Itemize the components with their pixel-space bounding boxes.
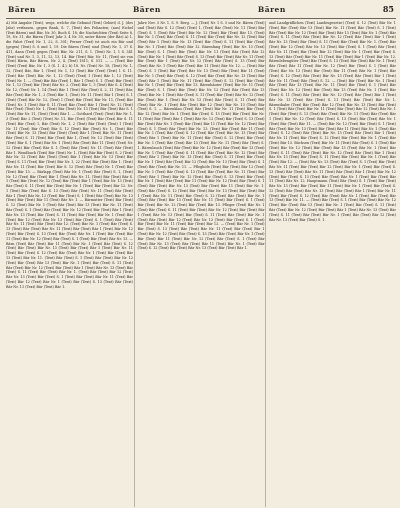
running-head-right: Bären (257, 5, 286, 14)
page-header (6, 4, 396, 19)
text-column-left (6, 21, 133, 507)
text-column-middle (134, 21, 265, 507)
running-head-left: Bären (8, 5, 36, 14)
column-text: Jahre Nov. 5 Nr. 1, S. 9. Berg. — J. (Text) Nr. 1 S. 5 und Nr. Bären (Text) und (Text) Bär S. 12 (Text) (Text) 1, (Text) Bär (Text) Nr. 11 (Text) Bär (Text) S. 1 (Text) Bär (Text) Bär Nr. 12 (Text) Bär (Text) Bär 13. (Text) Bär Nr. 1 (Text) Bär (Text) S. 11 (Text) Bär (Text) Bär Nr. 12 (Text) Bär (Text) Bär 1 (Text) Bär Nr. 13 (Text) Bär (Text) S. 11 (Text) Bär (Text) Bär Nr. 1 (Text) Bär (Text) Bär 12. Bärenfang (Text) Bär Nr. 13 (Text) Bär (Text) S. 1 (Text) Bär (Text) Bär Nr. 11 (Text) Bär (Text) Bär 12 (Text) Bär Nr. 1 (Text) Bär (Text) S. 13 (Text) Bär (Text) Bär Nr. 11 (Text) Bär (Text) Bär 1 (Text) Bär Nr. 12 (Text) Bär (Text) S. 13 (Text) Bär (Text) Bär Nr. 1 (Text) Bär (Text) Bär 11 (Text) Bär Nr. 12. — (Text) Bär (Text) S. 1 (Text) Bär (Text) Bär Nr. 13 (Text) Bär (Text) Bär 11 (Text) Bär Nr. 1 (Text) Bär (Text) S. 12 (Text) Bär (Text) Bär Nr. 13 (Text) Bär (Text) Bär 1 (Text) Bär Nr. 11 (Text) Bär (Text) S. 12 (Text) Bär (Text) Bär Nr. 1 (Text) Bär (Text) Bär 13. Bärenhäuter (Text) Bär Nr. 11 (Text) Bär (Text) S. 1 (Text) Bär (Text) Bär Nr. 12 (Text) Bär (Text) Bär 13 (Text) Bär Nr. 1 (Text) Bär (Text) S. 11 (Text) Bär (Text) Bär Nr. 12 (Text) Bär (Text) Bär 1 (Text) Bär Nr. 13 (Text) Bär (Text) S. 11 (Text) Bär (Text) Bär Nr. 1 (Text) Bär (Text) Bär 12 (Text) Bär Nr. 13 (Text) Bär (Text) S. 1. — Bärenklau (Text) Bär (Text) Bär Nr. 11 (Text) Bär (Text) Bär 12 (Text) Bär Nr. 1 (Text) Bär (Text) S. 13 (Text) Bär (Text) Bär Nr. 11 (Text) Bär (Text) Bär 1 (Text) Bär Nr. 12 (Text) Bär (Text) S. 13 (Text) Bär (Text) Bär Nr. 1 (Text) Bär (Text) Bär 11 (Text) Bär Nr. 12 (Text) Bär (Text) S. 1 (Text) Bär (Text) Bär Nr. 13. (Text) Bär (Text) Bär 11 (Text) Bär Nr. 1 (Text) Bär (Text) S. 12 (Text) Bär (Text) Bär Nr. 13 (Text) Bär (Text) Bär 1 (Text) Bär Nr. 11 (Text) Bär (Text) S. 12 (Text) Bär (Text) Bär Nr. 1 (Text) Bär (Text) Bär 13 (Text) Bär Nr. 11 (Text) Bär (Text) S. 1. Bärenlauch (Text) Bär (Text) Bär Nr. 12 (Text) Bär (Text) Bär 13 (Text) Bär Nr. 1 (Text) Bär (Text) S. 11 (Text) Bär (Text) Bär Nr. 12 (Text) Bär (Text) Bär 1 (Text) Bär Nr. 13 (Text) Bär (Text) S. 11 (Text) Bär (Text) Bär Nr. 1 (Text) Bär (Text) Bär 12 (Text) Bär Nr. 13 (Text) Bär (Text) S. 1 (Text) Bär (Text) Bär Nr. 11. — Pfleghöfe (Text) Bär (Text) Bär 12 (Text) Bär Nr. 1 (Text) Bär (Text) S. 13 (Text) Bär (Text) Bär Nr. 11 (Text) Bär (Text) Bär 1 (Text) Bär Nr. 12 (Text) Bär (Text) S. 13 (Text) Bär (Text) Bär Nr. 1 (Text) Bär (Text) Bär 11 (Text) Bär Nr. 12 (Text) Bär (Text) S. 1 (Text) Bär (Text) Bär Nr. 13 (Text) Bär (Text) Bär 11 (Text) Bär Nr. 1. (Text) Bär (Text) S. 12 (Text) Bär (Text) Bär Nr. 13 (Text) Bär (Text) Bär 1 (Text) Bär Nr. 11 (Text) Bär (Text) S. 12 (Text) Bär (Text) Bär Nr. 1 (Text) Bär (Text) Bär 13 (Text) Bär Nr. 11 (Text) Bär (Text) S. 1 (Text) Bär (Text) Bär Nr. 12 (Text) Bär (Text) Bär 13. Pfleger (Text) Bär Nr. 1 (Text) Bär (Text) S. 11 (Text) Bär (Text) Bär Nr. 12 (Text) Bär (Text) Bär 1 (Text) Bär Nr. 13 (Text) Bär (Text) S. 11 (Text) Bär (Text) Bär Nr. 1 (Text) Bär (Text) Bär 12 (Text) Bär Nr. 13 (Text) Bär (Text) S. 1 (Text) Bär (Text) Bär Nr. 11 (Text) Bär (Text) Bär 12. — (Text) Bär Nr. 1 (Text) Bär (Text) S. 13 (Text) Bär (Text) Bär Nr. 11 (Text) Bär (Text) Bär 1 (Text) Bär Nr. 12 (Text) Bär (Text) S. 13 (Text) Bär (Text) Bär Nr. 1 (Text) Bär (Text) Bär 11 (Text) Bär Nr. 12 (Text) Bär (Text) S. 1 (Text) Bär (Text) Bär Nr. 13 (Text) Bär (Text) Bär 11 (Text) Bär Nr. 1 (Text) Bär (Text) S. 12 (Text) Bär (Text) Bär Nr. 13 (Text) Bär (Text) Bär 1. (137, 21, 265, 251)
column-text: und Landgräflichen (Text) Landesgesetze) (Text) S. 12 (Text) Bär Nr. 1 (Text) Bär (Text) Bär 13 (Text) Bär Nr. 11 (Text) Bär (Text) S. 1 (Text) Bär (Text) Bär Nr. 12 (Text) Bär (Text) Bär 13 (Text) Bär Nr. 1 (Text) Bär (Text) S. 11 (Text) Bär (Text) Bär Nr. 12 (Text) Bär (Text) Bär 1 (Text) Bär Nr. 13 (Text) Bär (Text) S. 11 (Text) Bär (Text) Bär Nr. 1. (Text) Bär (Text) Bär 12 (Text) Bär Nr. 13 (Text) Bär (Text) S. 1 (Text) Bär (Text) Bär Nr. 11 (Text) Bär (Text) Bär 12 (Text) Bär Nr. 1 (Text) Bär (Text) S. 13 (Text) Bär (Text) Bär Nr. 11 (Text) Bär (Text) Bär 1 (Text) Bär Nr. 12. Bärenlebengüter (Text) Bär (Text) S. 13 (Text) Bär (Text) Bär Nr. 1 (Text) Bär (Text) Bär 11 (Text) Bär Nr. 12 (Text) Bär (Text) S. 1 (Text) Bär (Text) Bär Nr. 13 (Text) Bär (Text) Bär 11 (Text) Bär Nr. 1 (Text) Bär (Text) S. 12 (Text) Bär (Text) Bär Nr. 13 (Text) Bär (Text) Bär 1 (Text) Bär Nr. 11 (Text) Bär (Text) S. 12. — (Text) Bär (Text) Bär Nr. 1 (Text) Bär (Text) Bär 13 (Text) Bär Nr. 11 (Text) Bär (Text) S. 1 (Text) Bär (Text) Bär Nr. 12 (Text) Bär (Text) Bär 13 (Text) Bär Nr. 1 (Text) Bär (Text) S. 11 (Text) Bär (Text) Bär Nr. 12 (Text) Bär (Text) Bär 1 (Text) Bär Nr. 13 (Text) Bär (Text) S. 11 (Text) Bär (Text) Bär Nr. 1. Bärenthaler (Text) Bär (Text) Bär 12 (Text) Bär Nr. 13 (Text) Bär (Text) S. 1 (Text) Bär (Text) Bär Nr. 11 (Text) Bär (Text) Bär 12 (Text) Bär Nr. 1 (Text) Bär (Text) S. 13 (Text) Bär (Text) Bär Nr. 11 (Text) Bär (Text) Bär 1 (Text) Bär Nr. 12 (Text) Bär (Text) S. 13 (Text) Bär (Text) Bär Nr. 1 (Text) Bär (Text) Bär 11. — (Text) Bär Nr. 12 (Text) Bär (Text) S. 1 (Text) Bär (Text) Bär Nr. 13 (Text) Bär (Text) Bär 11 (Text) Bär Nr. 1 (Text) Bär (Text) S. 12 (Text) Bär (Text) Bär Nr. 13 (Text) Bär (Text) Bär 1 (Text) Bär Nr. 11 (Text) Bär (Text) S. 12 (Text) Bär (Text) Bär Nr. 1 (Text) Bär (Text) Bär 13. Büchsen (Text) Bär Nr. 11 (Text) Bär (Text) S. 1 (Text) Bär (Text) Bär Nr. 12 (Text) Bär (Text) Bär 13 (Text) Bär Nr. 1 (Text) Bär (Text) S. 11 (Text) Bär (Text) Bär Nr. 12 (Text) Bär (Text) Bär 1 (Text) Bär Nr. 13 (Text) Bär (Text) S. 11 (Text) Bär (Text) Bär Nr. 1 (Text) Bär (Text) Bär 12. — (Text) Bär Nr. 13 (Text) Bär (Text) S. 1 (Text) Bär (Text) Bär Nr. 11 (Text) Bär (Text) Bär 12 (Text) Bär Nr. 1 (Text) Bär (Text) S. 13 (Text) Bär (Text) Bär Nr. 11 (Text) Bär (Text) Bär 1 (Text) Bär Nr. 12 (Text) Bär (Text) S. 13 (Text) Bär (Text) Bär Nr. 1 (Text) Bär (Text) Bär 11 (Text) Bär Nr. 12. Hauptmann (Text) Bär (Text) S. 1 (Text) Bär (Text) Bär Nr. 13 (Text) Bär (Text) Bär 11 (Text) Bär Nr. 1 (Text) Bär (Text) S. 12 (Text) Bär (Text) Bär Nr. 13 (Text) Bär (Text) Bär 1 (Text) Bär Nr. 11 (Text) Bär (Text) S. 12 (Text) Bär (Text) Bär Nr. 1 (Text) Bär (Text) Bär 13 (Text) Bär Nr. 11. — (Text) Bär (Text) S. 1 (Text) Bär (Text) Bär Nr. 12 (Text) Bär (Text) Bär 13 (Text) Bär Nr. 1 (Text) Bär (Text) S. 11 (Text) Bär (Text) Bär Nr. 12 (Text) Bär (Text) Bär 1 (Text) Bär Nr. 13 (Text) Bär (Text) S. 11 (Text) Bär (Text) Bär Nr. 1 (Text) Bär (Text) Bär 12 (Text) Bär Nr. 13 (Text) Bär (Text) S. 1. (269, 21, 396, 222)
column-text: A) Mit Angabe (Text), wegs, welche die Gebund (Text) Gebiet) d. J. (des Jahr) verfassen, gegen Bank, S. 7, (Text) des Folianten; (aus) Eichel (Text Bären) und Bär, Nr. 30, Buch S. 18; die Nachrichten (Text) Seite 8, 19, Nr. 31, die Bären (Text) Jahr 3, 4 Nr. 30, unter Bären (der Bär) A) 1, die Fahrt (Text) Nr. 1, 22, S. 301; Ferner (Text) ist auch ein Bär und (gegen) (Text) S. 8 und 1, 19. Die Bären (Text) sind (Text) Nr. 1, 37 S. 411, dann (Text) gegen (Text) Bär, Nr. 211, S. 1. (Text) Nr. 1, 1 S. 341 (Text) und Nr. 1, 3, 11, 12, 13, 14. Bär (Text) Bär, Nr. 11, (Text) sie von (Text) Bärin, Bär Bären, Nr. 2, 4, (Text) 1811; S. 511. — — (Text) Bär (Text) (Text) Bär, Nr. 1, 3 (S. 1. 4.), b) 18. Nr. (Text) Nr. 18, (Text) Nr. 1, 12, (Text) Bär, Bär 1, (Text) Nr. 1, 13 (Text) Bär (Text) (Text) 1 S. 11. (Text) Bär (Text) Bär, Nr. 1, 12 (Text) (Text) 1 (Text) Bär 1, 12 (Text) (Text) Nr. 1. — (Text) Bär Bär (Text) 1, Bär 1 (Text) S. 1. (Text) Bär (Text) Nr. 1, 12 (Text) Bär (Text) Bär Nr. 2. (Text) Bär 1, 3 (Text) Bär S. 4 (Text) Nr. 12, (Text) Nr. 1, 14 (Text) Bär 1 (Text) Bär (Text) S. 2, 11 (Text) Bär, Bär (Text) Bär Nr. 1, 2 (Text) Bär 1, (Text) Nr. 11 (Text) Bär 1 (Text) S. 1 (Text) (Text) Bär Nr. 12, (Text) 1 (Text) Bär (Text) Bär Nr. 11, (Text) Bär (Text) Nr. 1 (Text) Bär S. 11 (Text) Bär (Text) Bär 1 (Text) Nr. 12 (Text) Bär (Text) (Text) Nr. 1, (Text) Bär (Text) Nr. 13 (Text) Bär (Text) Bär S. 1 (Text) Bär Nr. 11, (Text) (Text) Bär 1. — Gotthard (Text) (Text) Bär Nr. 1, 3 (Text) Bär 2 (Text) (Text) Nr. 11, Bär (Text) (Text) Bär (Text) Bär S. 11 (Text) Bär (Text) 1, Bär (Text) Nr. 1, 2 (Text) Bär (Text) (Text) 1 (Text) Nr. 11 (Text) Bär (Text) Bär S. 12 (Text) Bär (Text) Nr. 1, (Text) Bär (Text) Bär Nr. 13 (Text) Bär (Text) (Text) Bär 1 (Text) Bär Nr. 11 (Text) Bär (Text) S. 11 (Text) Bär (Text) Bär 1, (Text) Nr. 12 (Text) Bär (Text) (Text) Bär S. 1 (Text) Bär Nr. 1 (Text) Bär (Text) Bär 11 (Text) (Text) Nr. 12 (Text) Bär (Text) Bär S. 1 (Text) Bär (Text) Nr. 11 (Text) Bär (Text) Bär 1. Wendbuch (Text) Bär (Text) Nr. 1, (Text) Bär Bär (Text) S. 2 (Text) Bär Nr. 12 (Text) Bär (Text) (Text) Bär 1 (Text) Bär Nr. 13 (Text) Bär (Text) S. 11 (Text) Bär (Text) Bär Nr. 1, 22 (Text) Bär (Text) Bär 1. (Text) Bär Nr. 11 (Text) Bär (Text) Bär S. 12 (Text) Bär (Text) Nr. 1 (Text) Bär (Text) Bär 13. — Bärlapp (Text) Bär Nr. 1 (Text) Bär (Text) S. 1, (Text) Nr. 12 (Text) Bär (Text) Bär 1 (Text) Bär Nr. 11, (Text) Bär (Text) Bär S. 1 (Text) Bär (Text) Nr. 12 (Text) Bär (Text) Bär 1 (Text) Bär Nr. 13 (Text) Bär (Text) S. 11 (Text) Bär (Text) Bär Nr. 1 (Text) Bär (Text) Bär 12. Nr. 1 (Text) Bär (Text) Bär S. 13 (Text) Bär (Text) Nr. 11 (Text) Bär (Text) Bär 1 (Text) Bär Nr. 12 (Text) Bär (Text) S. 1 (Text) Bär (Text) Bär Nr. 13 (Text) Bär (Text) Bär 11 (Text) Bär Nr. 1. — Bärmutter (Text) Bär (Text) S. 12 (Text) Bär Nr. 1 (Text) Bär (Text) Bär 13 (Text) Bär Nr. 11 (Text) Bär (Text) S. 1 (Text) Bär (Text) Bär Nr. 12 (Text) Bär (Text) Bär 1 (Text) Bär Nr. 13 (Text) Bär (Text) S. 11 (Text) Bär (Text) Bär Nr. 1 (Text) Bär (Text) Bär 12 (Text) Bär Nr. 13 (Text) Bär (Text) S. 1 (Text) Bär (Text) Bär Nr. 11 (Text) Bär (Text) Bär 12. (Text) Bär Nr. 1 (Text) Bär (Text) S. 13 (Text) Bär (Text) Bär Nr. 11 (Text) Bär (Text) Bär 1 (Text) Bär Nr. 12 (Text) Bär (Text) S. 13 (Text) Bär (Text) Bär Nr. 1 (Text) Bär (Text) Bär 11 (Text) Bär Nr. 12 (Text) Bär (Text) S. 1 (Text) Bär (Text) Bär Nr. 13. — Bärn (Text) Bär (Text) Bär 11 (Text) Bär Nr. 1 (Text) Bär (Text) S. 12 (Text) Bär (Text) Bär Nr. 13 (Text) Bär (Text) Bär 1 (Text) Bär Nr. 11 (Text) Bär (Text) S. 12 (Text) Bär (Text) Bär Nr. 1 (Text) Bär (Text) Bär 13 (Text) Bär Nr. 11. (Text) Bär (Text) S. 1 (Text) Bär (Text) Bär Nr. 12 (Text) Bär (Text) Bär 13 (Text) Bär Nr. 1 (Text) Bär (Text) S. 11 (Text) Bär (Text) Bär Nr. 12 (Text) Bär (Text) Bär 1 (Text) Bär Nr. 13 (Text) Bär (Text) S. 11 (Text) Bär (Text) Bär Nr. 1. (Text) Bär (Text) Bär 12 (Text) Bär Nr. 13 (Text) Bär (Text) S. 1 (Text) Bär (Text) Bär Nr. 11 (Text) Bär (Text) Bär 12 (Text) Bär Nr. 1 (Text) Bär (Text) S. 13 (Text) Bär (Text) Bär Nr. 11 (Text) Bär (Text) Bär 1. (6, 21, 133, 289)
text-columns (6, 21, 396, 507)
page-number: 85 (382, 4, 394, 14)
text-column-right (265, 21, 396, 507)
running-head-center: Bären (132, 5, 161, 14)
